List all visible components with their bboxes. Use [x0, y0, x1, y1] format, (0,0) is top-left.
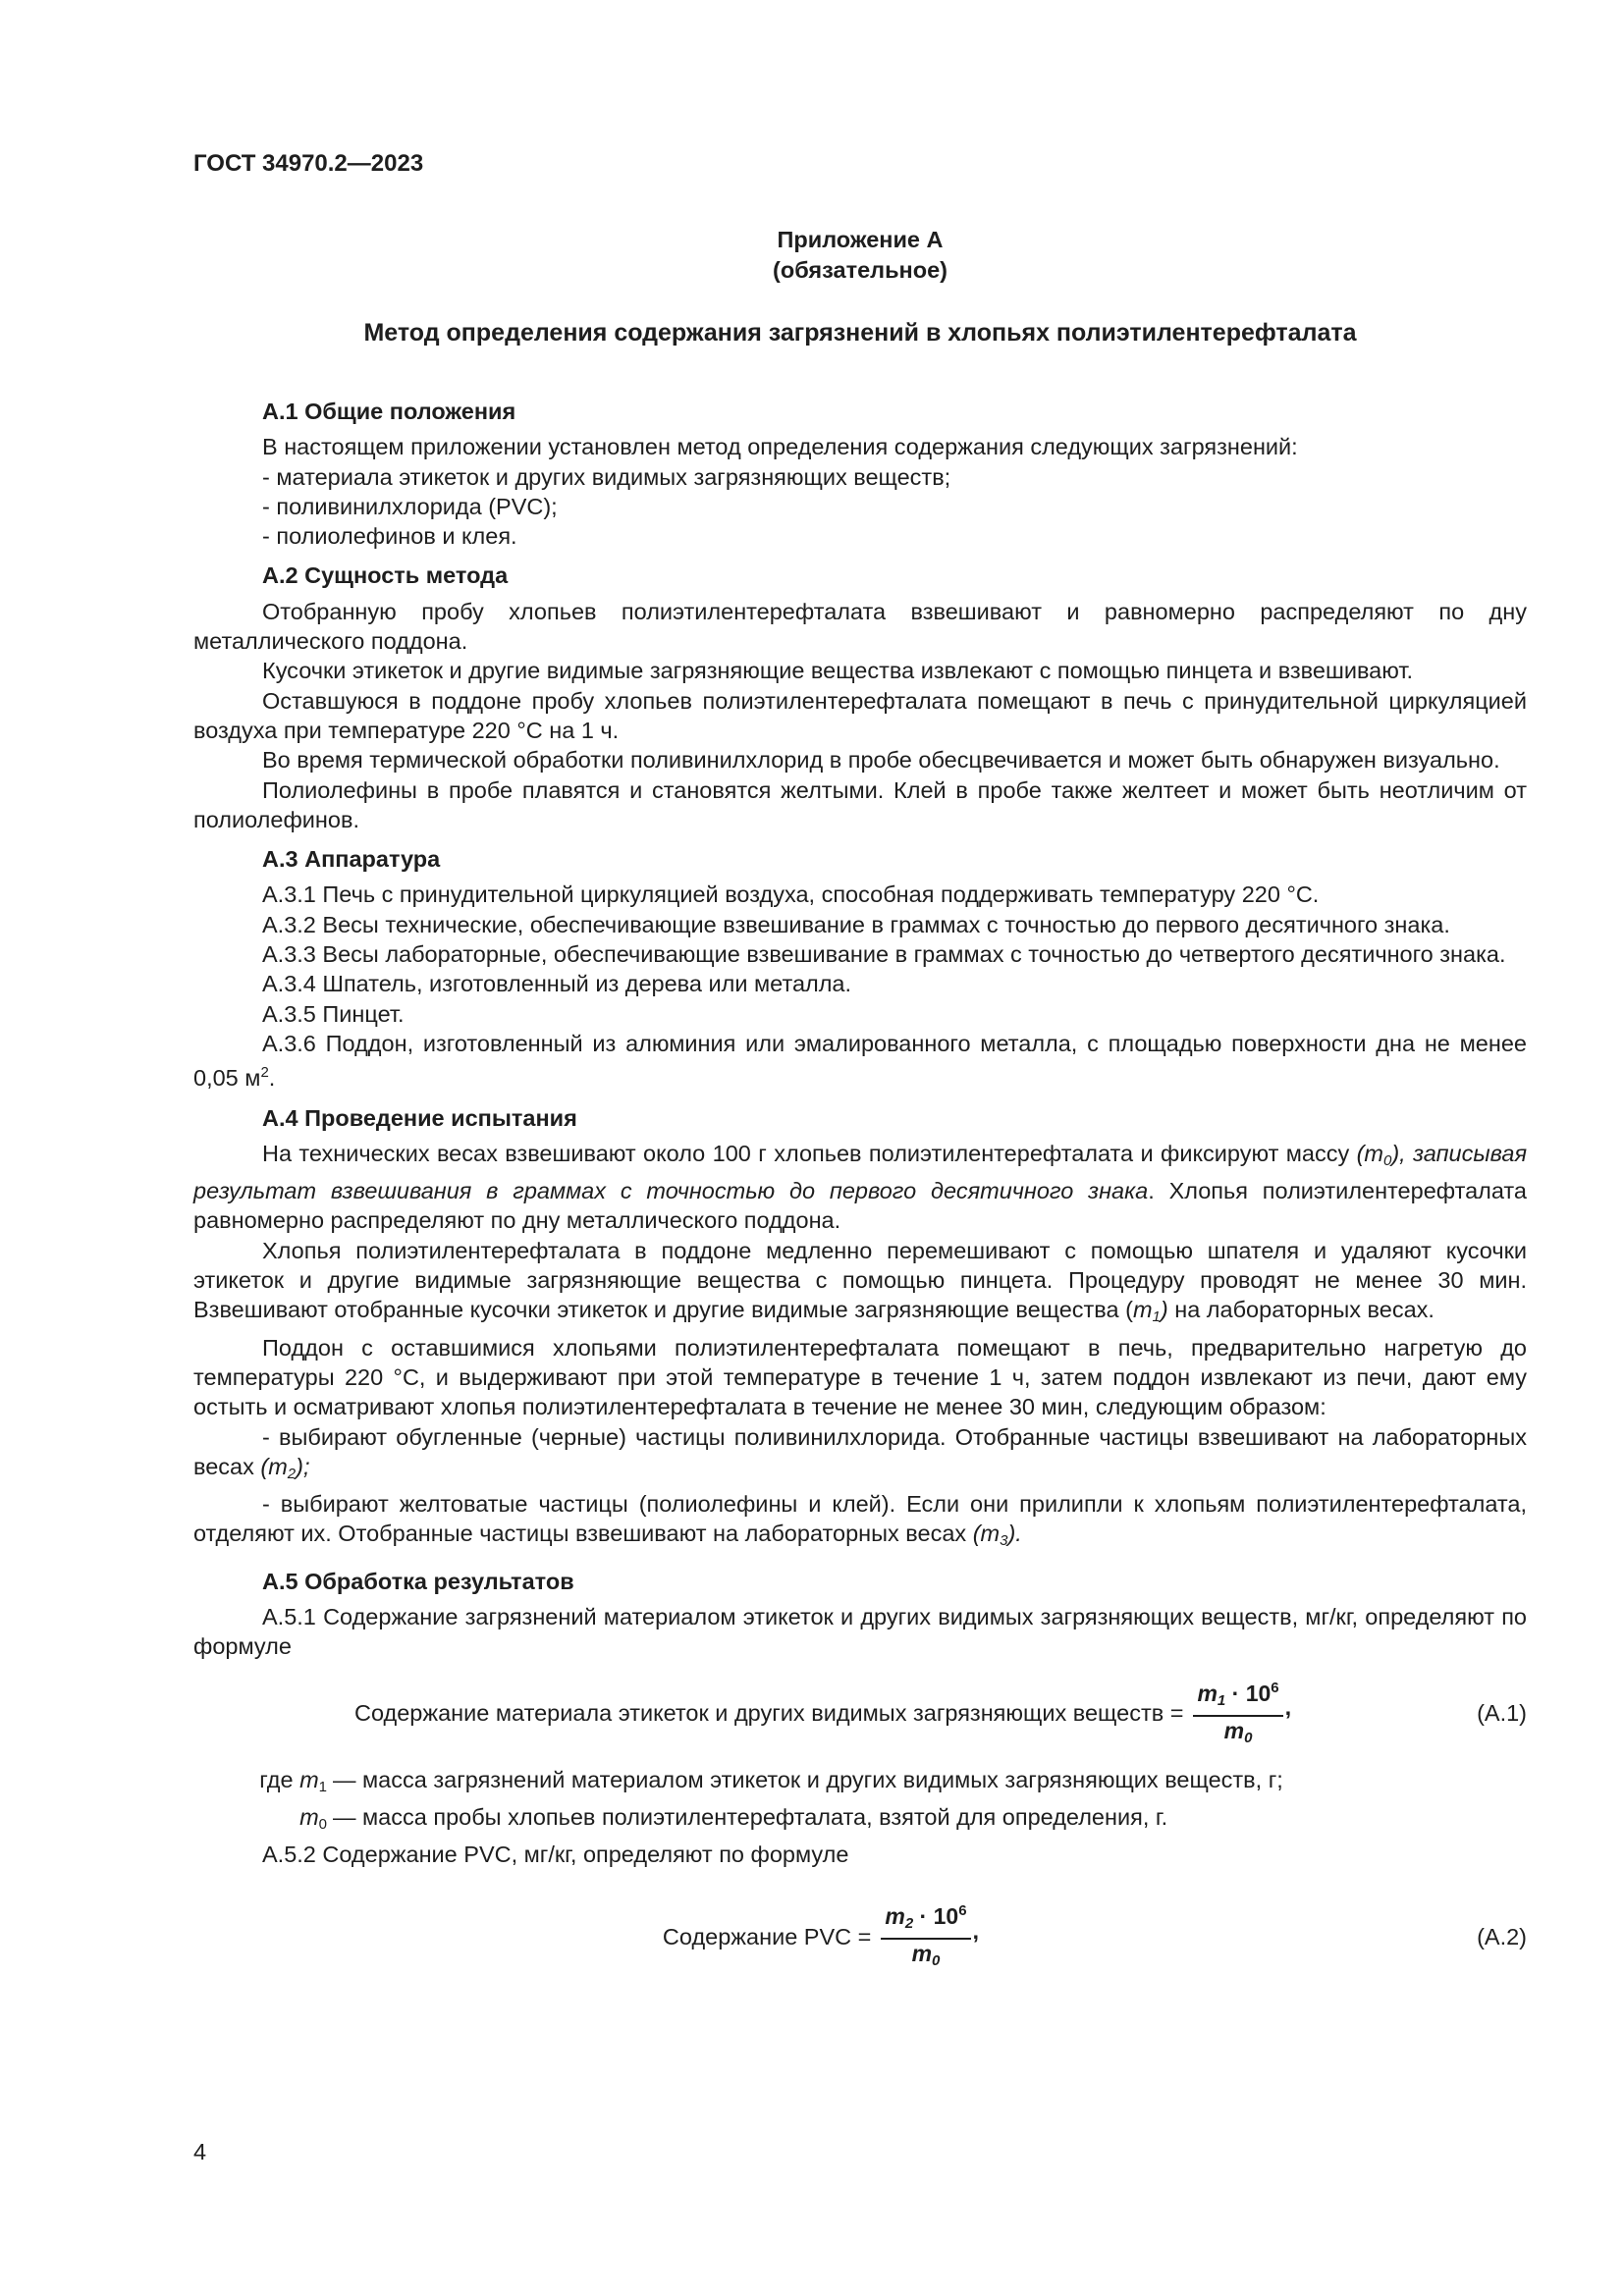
formula-number: (А.2): [1477, 1923, 1527, 1949]
superscript: 6: [1271, 1679, 1279, 1696]
paragraph: [193, 1139, 1527, 1236]
subscript: 3: [1000, 1532, 1008, 1550]
annex-name: Метод определения содержания загрязнений в хлопьях полиэтилентерефталата: [363, 319, 1357, 347]
paragraph: Кусочки этикеток и другие видимые загрязняющие вещества извлекают с помощью пинцета и взвешивают.: [262, 658, 1414, 684]
subscript: 0: [932, 1952, 941, 1970]
operator: · 10: [1225, 1680, 1272, 1706]
text-run: на лабораторных весах.: [1167, 1297, 1435, 1323]
variable: (m: [1356, 1140, 1384, 1166]
variable: m: [885, 1903, 905, 1930]
paragraph: Отобранную пробу хлопьев полиэтилентерефталата взвешивают и равномерно распределяют по дну металлического поддона.: [193, 598, 1527, 655]
list-item: [193, 1422, 1527, 1490]
annex-header: [193, 225, 1527, 285]
where-text: — масса пробы хлопьев полиэтилентерефталата, взятой для определения, г.: [333, 1803, 1168, 1830]
annex-status: (обязательное): [773, 256, 947, 283]
section-heading-a1: А.1 Общие положения: [262, 399, 516, 424]
subscript: 2: [904, 1915, 914, 1933]
fraction: [1193, 1676, 1282, 1751]
section-heading-a2: А.2 Сущность метода: [262, 562, 509, 589]
where-prefix: где: [259, 1766, 300, 1792]
where-row: [193, 1802, 1527, 1840]
text-run: - выбирают желтоватые частицы (полиолефины и клей). Если они прилипли к хлопьям полиэтилентерефталата, отделяют их. Отобранные частицы взвешивают на лабораторных весах: [193, 1491, 1527, 1547]
paragraph: Оставшуюся в поддоне пробу хлопьев полиэтилентерефталата помещают в печь с принудительной циркуляцией воздуха при температуре 220 °С на 1 ч.: [193, 687, 1527, 743]
apparatus-item-text: А.3.6 Поддон, изготовленный из алюминия или эмалированного металла, с площадью поверхности дна не менее 0,05 м: [193, 1030, 1527, 1092]
variable: m: [299, 1803, 319, 1830]
fraction: [881, 1898, 970, 1974]
list-item: - поливинилхлорида (PVC);: [262, 493, 558, 519]
punctuation: ): [1160, 1297, 1168, 1323]
list-item: - материала этикеток и других видимых загрязняющих веществ;: [262, 463, 951, 490]
formula-comma: ,: [972, 1917, 980, 1944]
section-heading-a3: А.3 Аппаратура: [262, 846, 441, 873]
variable: m: [911, 1941, 933, 1967]
subscript: 0: [1383, 1151, 1392, 1169]
text-run: . Хлопья полиэтилентерефталата равномерно распределяют по дну металлического поддона.: [193, 1178, 1527, 1234]
annex-title: Приложение А: [777, 227, 944, 252]
paragraph: Во время термической обработки поливинилхлорид в пробе обесцвечивается и может быть обнаружен визуально.: [262, 747, 1500, 774]
fraction-denominator: [912, 1940, 941, 1974]
paragraph: А.5.1 Содержание загрязнений материалом этикеток и других видимых загрязняющих веществ, мг/кг, определяют по формуле: [193, 1603, 1527, 1660]
apparatus-item: А.3.3 Весы лабораторные, обеспечивающие взвешивание в граммах с точностью до четвертого десятичного знака.: [262, 941, 1506, 968]
superscript: 2: [260, 1064, 269, 1082]
operator: · 10: [913, 1903, 959, 1930]
fraction-numerator: [1193, 1676, 1282, 1717]
punctuation: ).: [1007, 1521, 1022, 1547]
list-item: - полиолефинов и клея.: [262, 523, 517, 550]
paragraph: [193, 1236, 1527, 1333]
subscript: 1: [1152, 1308, 1161, 1326]
paragraph: А.5.2 Содержание PVC, мг/кг, определяют по формуле: [262, 1842, 849, 1868]
where-label: [193, 1765, 327, 1802]
text-run: - выбирают обугленные (черные) частицы поливинилхлорида. Отобранные частицы взвешивают на лабораторных весах: [193, 1423, 1527, 1479]
subscript: 0: [1244, 1729, 1253, 1746]
subscript: 1: [1217, 1691, 1226, 1709]
page-number: 4: [193, 2139, 207, 2164]
formula-comma: ,: [1284, 1693, 1292, 1720]
punctuation: .: [268, 1065, 276, 1092]
paragraph: Поддон с оставшимися хлопьями полиэтилентерефталата помещают в печь, предварительно нагретую до температуры 220 °С, и выдерживают при этой температуре в течение 1 ч, затем поддон извлекают из печи, дают ему остыть и осматривают хлопья полиэтилентерефталата в течение не менее 30 мин, следующим образом:: [193, 1334, 1527, 1420]
text-run: На технических весах взвешивают около 100 г хлопьев полиэтилентерефталата и фиксируют массу: [262, 1140, 1357, 1166]
list-item: [193, 1489, 1527, 1557]
where-label: [193, 1802, 327, 1840]
apparatus-item: А.3.2 Весы технические, обеспечивающие взвешивание в граммах с точностью до первого десятичного знака.: [262, 911, 1450, 937]
variable: m: [299, 1766, 319, 1792]
variable: m: [1197, 1680, 1218, 1706]
subscript: 2: [287, 1465, 297, 1482]
formula-a1: [193, 1676, 1527, 1751]
standard-code: ГОСТ 34970.2—2023: [193, 150, 424, 177]
italic-text: ), записывая результат взвешивания в граммах с точностью до первого десятичного знака: [193, 1140, 1527, 1204]
where-row: [193, 1765, 1527, 1802]
apparatus-item: А.3.1 Печь с принудительной циркуляцией воздуха, способная поддерживать температуру 220 °С.: [262, 881, 1320, 908]
section-heading-a4: А.4 Проведение испытания: [262, 1104, 577, 1131]
formula-a2: [193, 1898, 1527, 1974]
variable: m: [1223, 1717, 1245, 1743]
apparatus-item: А.3.4 Шпатель, изготовленный из дерева или металла.: [262, 971, 852, 997]
subscript: 0: [318, 1815, 327, 1833]
formula-lhs: Содержание PVC =: [662, 1923, 872, 1949]
apparatus-item: А.3.5 Пинцет.: [262, 1000, 405, 1027]
variable: (m: [972, 1521, 1001, 1547]
formula-number: (А.1): [1477, 1699, 1527, 1726]
paragraph: В настоящем приложении установлен метод определения содержания следующих загрязнений:: [262, 434, 1298, 460]
formula-lhs: Содержание материала этикеток и других видимых загрязняющих веществ =: [354, 1699, 1184, 1726]
apparatus-item: [193, 1029, 1527, 1094]
punctuation: );: [296, 1453, 310, 1479]
section-heading-a5: А.5 Обработка результатов: [262, 1568, 574, 1594]
variable: m: [1132, 1297, 1153, 1323]
paragraph: Полиолефины в пробе плавятся и становятся желтыми. Клей в пробе также желтеет и может быть неотличим от полиолефинов.: [193, 776, 1527, 832]
document-body: [193, 397, 1527, 1988]
fraction-denominator: [1224, 1717, 1253, 1751]
where-text: — масса загрязнений материалом этикеток и других видимых загрязняющих веществ, г;: [333, 1766, 1283, 1792]
variable: (m: [260, 1453, 288, 1479]
subscript: 1: [318, 1778, 327, 1795]
text-run: Хлопья полиэтилентерефталата в поддоне медленно перемешивают с помощью шпателя и удаляют кусочки этикеток и другие видимые загрязняющие вещества с помощью пинцета. Процедуру проводят не менее 30 мин. Взвешивают отобранные кусочки этикеток и другие видимые загрязняющие вещества (: [193, 1237, 1527, 1323]
fraction-numerator: [881, 1898, 970, 1940]
superscript: 6: [958, 1902, 967, 1920]
